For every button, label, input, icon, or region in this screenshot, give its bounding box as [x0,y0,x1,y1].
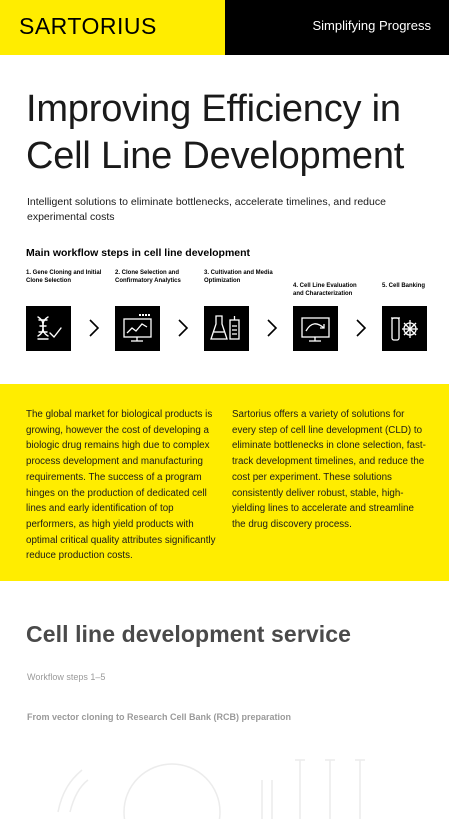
intro-right-paragraph: Sartorius offers a variety of solutions for every step of cell line development (CLD) to eliminate bottlenecks in clone selection, fast-track development timelines, and reduce the cost per experiment. These solutions consistently deliver robust, stable, high-yielding lines to accelerate and streamline the drug discovery process. [232,409,426,530]
page-title [26,86,436,180]
sartorius-logo: SARTORIUS [19,13,157,39]
page-title-line-1: Improving Efficiency in [26,88,401,130]
faded-tube-rack-icon [262,760,365,819]
workflow-step-1-label: 1. Gene Cloning and Initial Clone Selection [26,270,102,284]
page-subtitle: Intelligent solutions to eliminate bottlenecks, accelerate timelines, and reduce experimental costs [27,196,386,223]
header-logo-panel [0,0,225,55]
dna-check-icon [26,306,71,351]
chevron-right-icon [354,318,368,338]
chevron-right-icon [265,318,279,338]
intro-left-paragraph: The global market for biological products is growing, however the cost of developing a biologic drug remains high due to complex process development and manufacturing requirements. The success of a program hinges on the production of dedicated cell lines and early identification of top performers, as high yield products with optimal critical quality attributes significantly reduce production costs. [26,409,216,562]
chevron-right-icon [176,318,190,338]
cryo-vial-icon [382,306,427,351]
faded-petri-dish-icon [124,764,220,819]
faded-illustrations [0,752,449,819]
workflow-step-5-label: 5. Cell Banking [382,283,426,289]
service-section-title: Cell line development service [26,621,352,647]
workflow-heading: Main workflow steps in cell line development [26,247,251,259]
workflow-step-4-label: 4. Cell Line Evaluation and Characterization [293,283,357,297]
flask-bioreactor-icon [204,306,249,351]
service-workflow-steps: Workflow steps 1–5 [27,672,106,682]
page-title-line-2: Cell Line Development [26,135,405,177]
faded-hand-icon [58,770,88,812]
monitor-grid-icon [115,306,160,351]
analytics-screen-icon [293,306,338,351]
service-description: From vector cloning to Research Cell Bank (RCB) preparation [27,712,292,722]
workflow-step-3-label: 3. Cultivation and Media Optimization [204,270,273,284]
header-tagline-panel [225,0,449,55]
page-header [0,0,449,55]
chevron-right-icon [87,318,101,338]
workflow-step-2-label: 2. Clone Selection and Confirmatory Analytics [115,270,181,284]
header-tagline: Simplifying Progress [312,18,431,33]
